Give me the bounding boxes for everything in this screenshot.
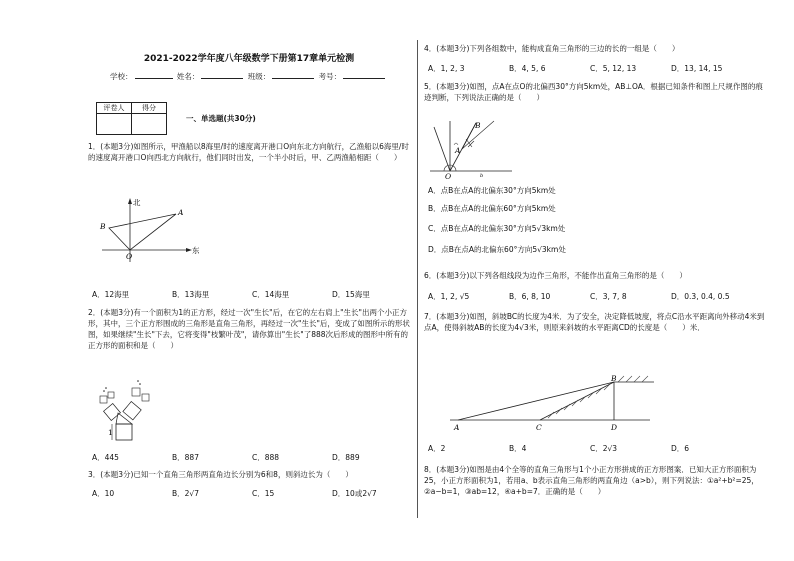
option-d[interactable]: D．0.3, 0.4, 0.5 [671,292,730,301]
question-2-text: 2．(本题3分)有一个面积为1的正方形，经过一次"生长"后，在它的左右肩上"生长"出两个小正方形，其中，三个正方形围成的三角形是直角三角形，再经过一次"生长"后，变成了如图所示的形状图，如果继续"生长"下去，它将变得"枝繁叶茂"，请你算出"生长"了888次后形成的图形中所有的正方形的面积和是（ ） [88,308,410,350]
point-A-label: A [178,208,184,217]
point-O-label: O [126,252,133,261]
point-B-label: B [100,222,106,231]
student-info-line [110,70,387,83]
question-1-text: 1．(本题3分)如图所示，甲渔船以8海里/时的速度离开港口O向东北方向航行，乙渔船以6海里/时的速度离开港口O向西北方向航行，他们同时出发，一个半小时后，甲、乙两渔船相距（ ） [88,142,409,162]
question-5-option-c[interactable]: C．点B在点A的北偏东30°方向5√3km处 [428,224,566,233]
question-5-option-d[interactable]: D．点B在点A的北偏东60°方向5√3km处 [428,245,566,254]
option-b[interactable]: B．887 [172,453,199,462]
option-b[interactable]: B．2√7 [172,489,199,498]
question-7-figure [432,374,662,434]
point-B-label: B [611,374,617,383]
question-4-text: 4．(本题3分)下列各组数中，能构成直角三角形的三边的长的一组是（ ） [424,44,680,53]
point-O-label: O [445,172,452,181]
question-3-text: 3．(本题3分)已知一个直角三角形两直角边长分别为6和8，则斜边长为（ ） [88,470,353,479]
option-d[interactable]: D．15海里 [332,290,370,299]
option-a[interactable]: A．10 [92,489,115,498]
point-A-label: A [455,146,461,155]
unit-label: 1 [108,428,113,437]
option-a[interactable]: A．2 [428,444,446,453]
section-heading: 一、单选题(共30分) [186,114,256,123]
option-b[interactable]: B．4, 5, 6 [509,64,546,73]
score-table [96,102,167,135]
question-2-options [92,453,410,464]
option-d[interactable]: D．13, 14, 15 [671,64,723,73]
number-label: 考号： [318,72,342,81]
option-b[interactable]: B．4 [509,444,527,453]
option-b[interactable]: B．6, 8, 10 [509,292,551,301]
left-column [88,0,410,561]
option-c[interactable]: C．3, 7, 8 [590,292,627,301]
question-4-options [428,64,752,75]
right-column [424,0,772,561]
point-B-label: B [475,121,481,130]
grader-header: 评卷人 [97,103,132,114]
option-d[interactable]: D．10或2√7 [332,489,377,498]
question-6-text: 6．(本题3分)以下列各组线段为边作三角形，不能作出直角三角形的是（ ） [424,271,687,280]
option-d[interactable]: D．6 [671,444,690,453]
question-5-option-a[interactable]: A．点B在点A的北偏东30°方向5km处 [428,186,556,195]
class-label: 班级： [247,72,271,81]
question-1-options [92,290,410,301]
column-divider [417,40,418,518]
name-label: 姓名： [176,72,200,81]
question-3-options [92,489,410,500]
east-label: 东 [192,246,200,255]
school-label: 学校： [110,72,133,81]
question-6-options [428,292,752,303]
score-header: 得分 [132,103,167,114]
point-D-label: D [611,423,618,432]
north-label: 北 [133,198,141,207]
question-8-text: 8．(本题3分)如图是由4个全等的直角三角形与1个小正方形拼成的正方形图案．已知大正方形面积为25，小正方形面积为1，若用a、b表示直角三角形的两直角边（a>b），则下列说法：①a²+b²=25，②a−b=1，③ab=12，④a+b=7．正确的是（ ） [424,465,759,496]
score-cell [132,114,167,135]
option-c[interactable]: C．14海里 [252,290,290,299]
question-7-text: 7．(本题3分)如图，斜坡BC的长度为4米．为了安全，决定降低坡度，将点C沿水平距离向外移动4米到点A，使得斜坡AB的长度为4√3米，则原来斜坡的水平距离CD的长度是（ ）米． [424,312,765,332]
option-a[interactable]: A．445 [92,453,119,462]
question-5-option-b[interactable]: B．点B在点A的北偏东60°方向5km处 [428,204,556,213]
option-c[interactable]: C．2√3 [590,444,618,453]
class-field[interactable] [272,70,314,79]
option-c[interactable]: C．888 [252,453,280,462]
question-7-options [428,444,752,455]
question-2-figure [94,378,174,448]
option-a[interactable]: A．12海里 [92,290,130,299]
grader-cell [97,114,132,135]
point-b-label: b [480,173,484,179]
option-a[interactable]: A．1, 2, √5 [428,292,470,301]
option-c[interactable]: C．15 [252,489,275,498]
option-d[interactable]: D．889 [332,453,360,462]
option-c[interactable]: C．5, 12, 13 [590,64,637,73]
school-field[interactable] [135,70,173,79]
page-title: 2021-2022学年度八年级数学下册第17章单元检测 [143,54,355,64]
option-b[interactable]: B．13海里 [172,290,210,299]
option-a[interactable]: A．1, 2, 3 [428,64,465,73]
question-5-figure [428,117,514,181]
question-1-figure [94,196,204,268]
name-field[interactable] [201,70,243,79]
point-A-label: A [454,423,460,432]
question-5-text: 5．(本题3分)如图，点A在点O的北偏西30°方向5km处，AB⊥OA．根据已知条件和图上尺规作图的痕迹判断，下列说法正确的是（ ） [424,82,763,102]
number-field[interactable] [343,70,385,79]
point-C-label: C [536,423,542,432]
